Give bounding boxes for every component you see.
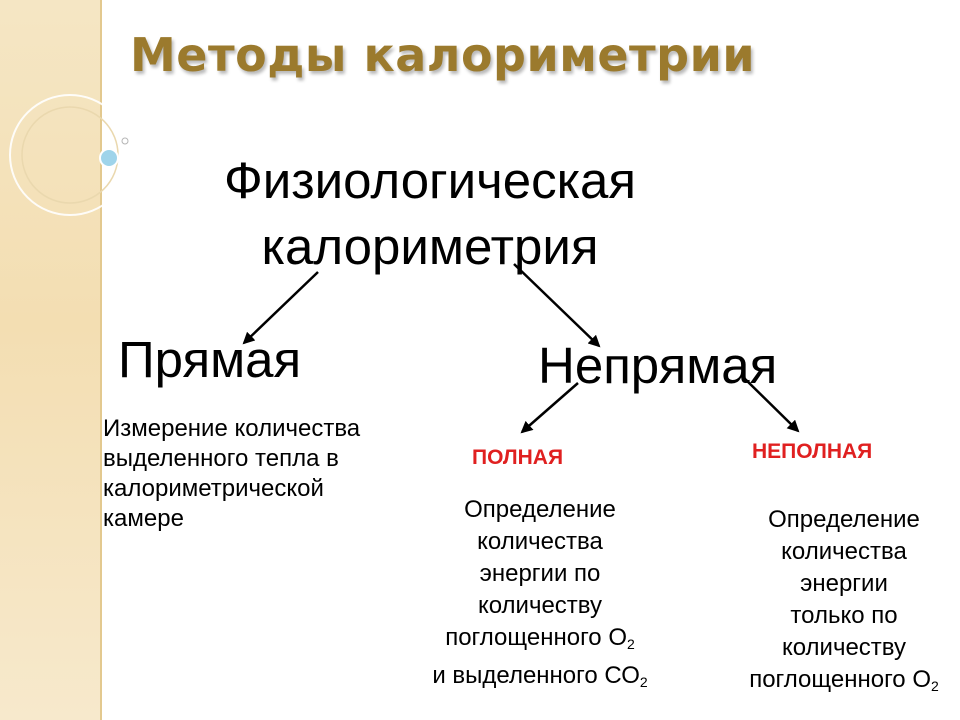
root-line-2: калориметрия bbox=[261, 218, 599, 275]
node-indirect: Непрямая bbox=[538, 337, 778, 394]
full-line6-text: и выделенного СО bbox=[432, 662, 640, 689]
full-line5-subscript: 2 bbox=[626, 636, 635, 652]
partial-description-line: количеству bbox=[781, 634, 907, 661]
arrow-indirect-to-full bbox=[522, 383, 578, 432]
direct-description-line: выделенного тепла в bbox=[103, 445, 339, 472]
full-description-line: количества bbox=[477, 528, 603, 555]
partial-description-line: только по bbox=[790, 602, 898, 629]
partial-line6-text: поглощенного О bbox=[749, 666, 931, 693]
arrow-root-to-direct bbox=[244, 272, 318, 343]
partial-description-line: количества bbox=[781, 538, 907, 565]
direct-description-line: Измерение количества bbox=[103, 415, 361, 442]
node-full: ПОЛНАЯ bbox=[472, 446, 564, 469]
full-line5-text: поглощенного О bbox=[445, 624, 627, 651]
partial-description-line: Определение bbox=[768, 506, 920, 533]
partial-description-line: энергии bbox=[800, 570, 888, 597]
full-description-line: энергии по bbox=[479, 560, 601, 587]
full-description-line: количеству bbox=[477, 592, 603, 619]
root-line-1: Физиологическая bbox=[223, 152, 636, 209]
direct-description-line: камере bbox=[103, 505, 184, 532]
arrow-root-to-indirect bbox=[514, 264, 599, 346]
slide-title: Методы калориметрии bbox=[130, 28, 756, 82]
full-line6-subscript: 2 bbox=[639, 674, 648, 690]
full-description-line: Определение bbox=[464, 496, 616, 523]
direct-description-line: калориметрической bbox=[103, 475, 324, 502]
node-direct: Прямая bbox=[118, 331, 302, 388]
node-partial: НЕПОЛНАЯ bbox=[752, 440, 873, 463]
arrow-indirect-to-partial bbox=[743, 377, 798, 431]
partial-line6-subscript: 2 bbox=[930, 678, 939, 694]
